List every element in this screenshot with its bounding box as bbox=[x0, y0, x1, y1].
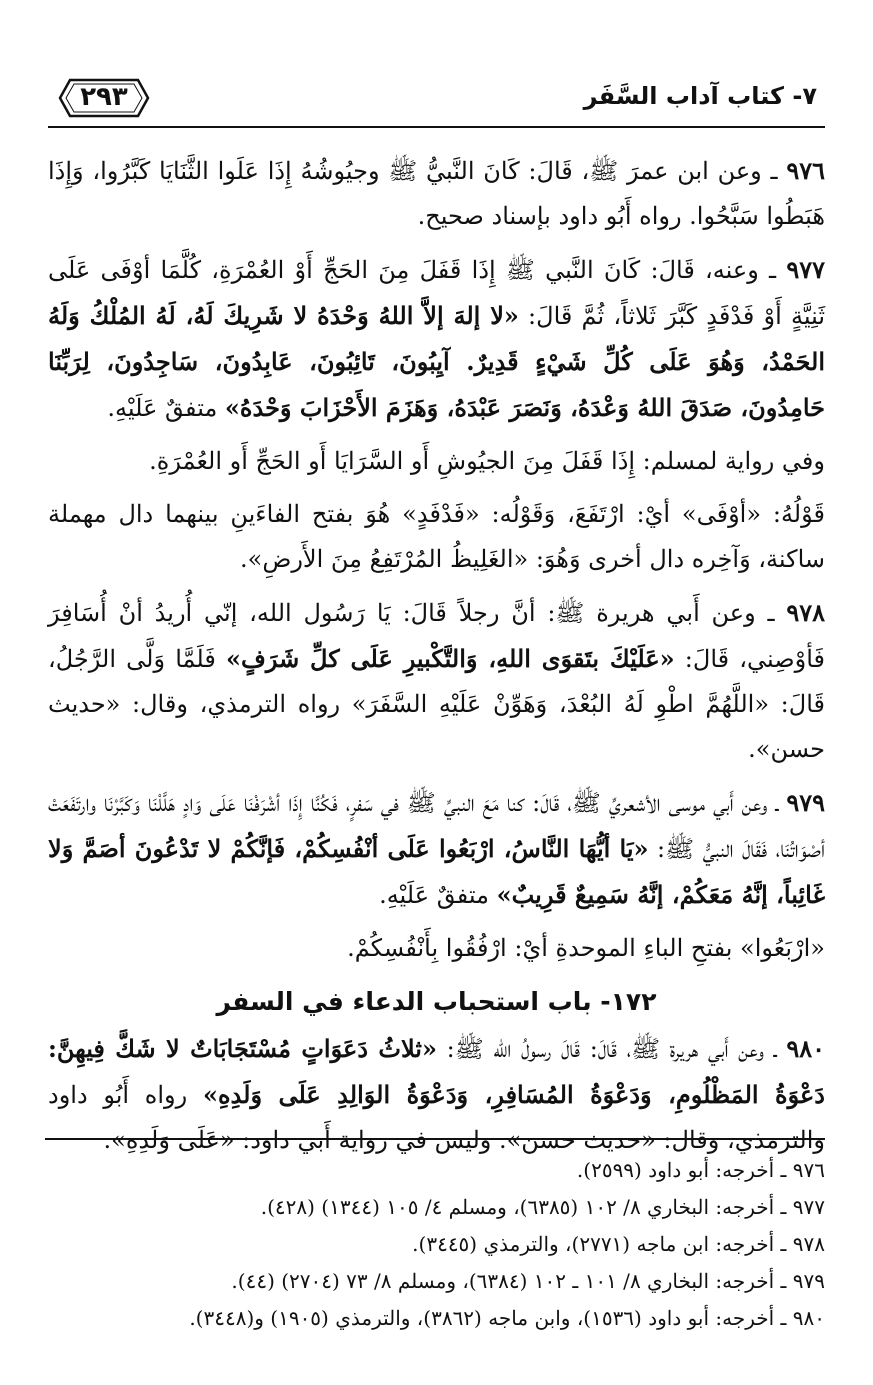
hadith-number: ٩٧٩ bbox=[786, 788, 826, 817]
hadith-number: ٩٨٠ bbox=[786, 1034, 825, 1063]
page-number-frame bbox=[58, 78, 150, 118]
chapter-title: ٧- كتاب آداب السَّفَر bbox=[583, 82, 817, 110]
section-heading: ١٧٢- باب استحباب الدعاء في السفر bbox=[216, 987, 657, 1016]
hadith-number: ٩٧٧ bbox=[786, 255, 825, 284]
footnotes bbox=[48, 1152, 825, 1337]
hadith-quote: «يَا أيُّهَا النَّاسُ، ارْبَعُوا عَلَى أنْفُسِكُمْ، فَإنَّكُمْ لا تَدْعُونَ أصَمَّ وَلا غَائِباً، إنَّهُ مَعَكُمْ، إنَّهُ سَمِيعٌ قَرِيبٌ» bbox=[48, 834, 825, 909]
hadith-976 bbox=[48, 148, 825, 239]
muslim-narration: وفي رواية لمسلم: إِذَا قَفَلَ مِنَ الجيُوشِ أَو السَّرَايَا أَو الحَجِّ أَو العُمْرَةِ. bbox=[149, 447, 825, 475]
hadith-979 bbox=[48, 780, 825, 918]
hadith-quote: «ثلاثُ دَعَوَاتٍ مُسْتَجَابَاتٌ لا شَكَّ فِيهِنَّ: دَعْوَةُ المَظْلُومِ، وَدَعْوَةُ المُسَافِرِ، وَدَعْوَةُ الوَالِدِ عَلَى وَلَدِهِ» bbox=[48, 1034, 825, 1109]
hadith-text: ـ وعن أَبي موسى الأشعريِّ ﷺ، قَالَ: كنا مَعَ النبيِّ ﷺ في سَفرٍ، فَكُنَّا إِذَا أشْرَفْنَا عَلَى وَادٍ هَلَّلْنَا وَكَبَّرْنَا وارتَفَعَتْ أصْوَاتُنَا، فَقَالَ النبيُّ ﷺ: bbox=[48, 789, 825, 863]
hadith-source: رواه أَبُو داود والترمذي، وقال: «حديث حسن». وليس في رواية أَبي داود: «عَلَى وَلَدِهِ». bbox=[48, 1081, 825, 1154]
footnote-978: ٩٧٨ ـ أخرجه: ابن ماجه (٢٧٧١)، والترمذي (٣٤٤٥). bbox=[412, 1232, 825, 1256]
hadith-quote: «عَلَيْكَ بتَقوَى اللهِ، وَالتَّكْبيرِ عَلَى كلِّ شَرَفٍ» bbox=[225, 644, 675, 673]
hadith-text: ـ وعنه، قَالَ: كَانَ النَّبي ﷺ إِذَا قَفَلَ مِنَ الحَجِّ أَوْ العُمْرَةِ، كُلَّمَا أوْفَى عَلَى ثَنِيَّةٍ أَوْ فَدْفَدٍ كَبَّرَ ثَلاثاً، ثُمَّ قَالَ: bbox=[48, 256, 825, 330]
footnote-976: ٩٧٦ ـ أخرجه: أبو داود (٢٥٩٩). bbox=[576, 1158, 825, 1182]
hadith-978 bbox=[48, 590, 825, 772]
page-header bbox=[48, 70, 825, 126]
hadith-source: متفقٌ عَلَيْهِ. bbox=[379, 881, 497, 909]
hadith-text: ـ وعن أَبي هريرة ﷺ، قَالَ: قَالَ رسولُ الله ﷺ: bbox=[436, 1035, 787, 1063]
hadith-text: ـ وعن ابن عمرَ ﷺ، قَالَ: كَانَ النَّبيُّ ﷺ وجيُوشُهُ إِذَا عَلَوا الثَّنَايَا كَبَّرُوا، وَإِذَا هَبَطُوا سَبَّحُوا. رواه أَبُو داود بإسناد صحيح. bbox=[48, 157, 825, 230]
page-number: ٢٩٣ bbox=[80, 82, 128, 112]
footnote-980: ٩٨٠ ـ أخرجه: أبو داود (١٥٣٦)، وابن ماجه (٣٨٦٢)، والترمذي (١٩٠٥) و(٣٤٤٨). bbox=[189, 1306, 825, 1330]
header-divider bbox=[48, 126, 825, 128]
hadith-text: ـ وعن أَبي هريرة ﷺ: أنَّ رجلاً قَالَ: يَا رَسُول الله، إنّي أُريدُ أنْ أُسَافِرَ فَأوْصِني، قَالَ: bbox=[48, 599, 825, 673]
hadith-source: فَلَمَّا وَلَّى الرَّجُلُ، قَالَ: «اللَّهُمَّ اطْوِ لَهُ البُعْدَ، وَهَوِّنْ عَلَيْهِ السَّفَرَ» رواه الترمذي، وقال: «حديث حسن». bbox=[48, 645, 825, 763]
footnote-979: ٩٧٩ ـ أخرجه: البخاري ٨/ ١٠١ ـ ١٠٢ (٦٣٨٤)، ومسلم ٨/ ٧٣ (٢٧٠٤) (٤٤). bbox=[231, 1269, 825, 1293]
main-text bbox=[48, 148, 826, 1154]
hadith-980 bbox=[48, 1026, 825, 1163]
footnote-977: ٩٧٧ ـ أخرجه: البخاري ٨/ ١٠٢ (٦٣٨٥)، ومسلم ٤/ ١٠٥ (١٣٤٤) (٤٢٨). bbox=[260, 1195, 825, 1219]
hadith-quote: «لا إلهَ إلاَّ اللهُ وَحْدَهُ لا شَرِيكَ لَهُ، لَهُ المُلْكُ وَلَهُ الحَمْدُ، وَهُوَ عَلَى كُلِّ شَيْءٍ قَدِيرٌ. آيِبُونَ، تَائِبُونَ، عَابِدُونَ، سَاجِدُونَ، لِرَبِّنَا حَامِدُونَ، صَدَقَ اللهُ وَعْدَهُ، وَنَصَرَ عَبْدَهُ، وَهَزَمَ الأَحْزَابَ وَحْدَهُ» bbox=[48, 301, 825, 422]
word-explanation: «ارْبَعُوا» بفتحِ الباءِ الموحدةِ أيْ: ارْفُقُوا بِأَنْفُسِكُمْ. bbox=[347, 934, 825, 962]
footnote-divider bbox=[45, 1138, 825, 1140]
hadith-number: ٩٧٨ bbox=[786, 598, 825, 627]
word-explanation: قَوْلُهُ: «أوْفَى» أيْ: ارْتَفَعَ، وَقَوْلُه: «فَدْفَدٍ» هُوَ بفتح الفاءَينِ بينهما دال مهملة ساكنة، وَآخِره دال أخرى وَهُوَ: «الغَلِيظُ المُرْتَفِعُ مِنَ الأَرضِ». bbox=[48, 500, 825, 573]
hadith-source: متفقٌ عَلَيْهِ. bbox=[107, 394, 225, 422]
hadith-977 bbox=[48, 247, 825, 431]
hadith-number: ٩٧٦ bbox=[786, 156, 826, 185]
